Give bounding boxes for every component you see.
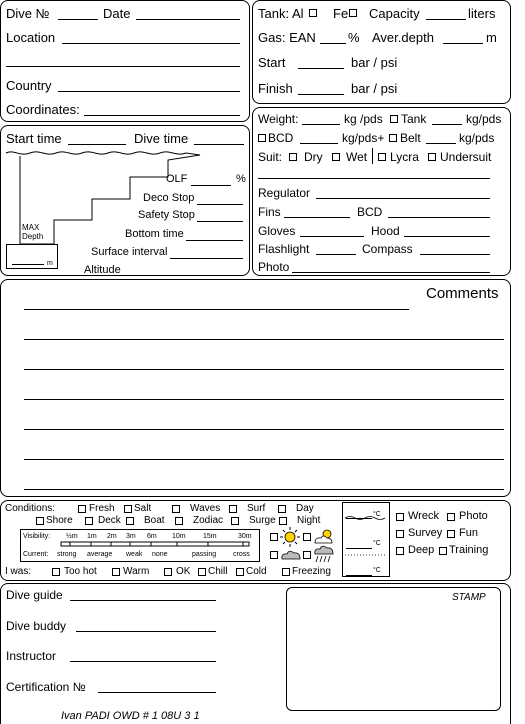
stamp-box <box>286 587 501 711</box>
feel-ok-label: OK <box>176 566 191 577</box>
activity-wreck-checkbox[interactable] <box>396 513 404 521</box>
dive-buddy-field[interactable] <box>76 631 216 632</box>
bcd-weight-label: BCD <box>268 131 294 145</box>
tank-weight-checkbox[interactable] <box>390 115 398 123</box>
cond-day-checkbox[interactable] <box>278 505 286 513</box>
conditions-label: Conditions: <box>5 503 56 514</box>
activity-survey-label: Survey <box>408 527 443 539</box>
bottom-time-label: Bottom time <box>125 228 184 240</box>
feel-cold-checkbox[interactable] <box>236 568 244 576</box>
dive-guide-field[interactable] <box>70 600 216 601</box>
hood-field[interactable] <box>404 236 490 237</box>
activity-fun-label: Fun <box>459 527 478 539</box>
surface-temp-field[interactable] <box>346 518 372 519</box>
location-label: Location <box>6 30 56 45</box>
activity-deep-checkbox[interactable] <box>396 547 404 555</box>
dive-guide-label: Dive guide <box>6 588 63 602</box>
regulator-field[interactable] <box>316 198 490 199</box>
gloves-label: Gloves <box>258 224 296 238</box>
storm-icon <box>313 544 335 564</box>
activity-survey-checkbox[interactable] <box>396 530 404 538</box>
cond-shore-label: Shore <box>46 515 73 526</box>
start-time-label: Start time <box>6 131 62 146</box>
dive-buddy-label: Dive buddy <box>6 619 67 633</box>
undersuit-checkbox[interactable] <box>428 153 436 161</box>
cur-tick-2: weak <box>126 551 143 558</box>
max-depth-label-1: MAX <box>22 223 40 232</box>
tank-weight-field[interactable] <box>432 124 462 125</box>
feel-chill-label: Chill <box>208 566 228 577</box>
finish-pressure-unit: bar / psi <box>351 81 398 96</box>
current-label: Current: <box>23 551 49 558</box>
activity-wreck-label: Wreck <box>408 510 439 522</box>
suit-dry-label: Dry <box>304 150 323 164</box>
dive-time-label: Dive time <box>134 131 189 146</box>
aver-depth-field[interactable] <box>443 43 483 44</box>
cond-surf-label: Surf <box>247 503 266 514</box>
cur-tick-3: none <box>152 551 168 558</box>
activity-photo-checkbox[interactable] <box>447 513 455 521</box>
belt-checkbox[interactable] <box>389 134 397 142</box>
weight-field[interactable] <box>302 124 340 125</box>
suit-divider <box>372 148 373 164</box>
fins-label: Fins <box>258 205 281 219</box>
vis-tick-3: 3m <box>126 533 136 540</box>
undersuit-label: Undersuit <box>440 150 492 164</box>
cur-tick-0: strong <box>57 551 77 558</box>
weight-unit: kg /pds <box>344 112 383 126</box>
feel-too-hot-label: Too hot <box>64 566 97 577</box>
compass-label: Compass <box>362 242 413 256</box>
cond-day-label: Day <box>296 503 314 514</box>
olf-label: OLF <box>166 173 188 185</box>
weather-sunny-checkbox[interactable] <box>270 533 278 541</box>
activity-training-label: Training <box>449 544 489 556</box>
finish-pressure-label: Finish <box>258 81 293 96</box>
suit-lycra-label: Lycra <box>390 150 419 164</box>
instructor-label: Instructor <box>6 649 57 663</box>
gas-ean-field[interactable] <box>320 43 346 44</box>
max-depth-label-2: Depth <box>22 232 44 241</box>
instructor-field[interactable] <box>70 661 216 662</box>
finish-pressure-field[interactable] <box>298 94 344 95</box>
tank-weight-label: Tank <box>401 112 427 126</box>
gas-ean-label: Gas: EAN <box>258 30 316 45</box>
feel-warm-checkbox[interactable] <box>112 568 120 576</box>
belt-label: Belt <box>400 131 421 145</box>
cur-tick-5: cross <box>233 551 250 558</box>
footer-text: Ivan PADI OWD # 1 08U 3 1 <box>61 710 200 722</box>
start-pressure-label: Start <box>258 55 286 70</box>
suit-dry-checkbox[interactable] <box>289 153 297 161</box>
cur-tick-1: average <box>87 551 113 558</box>
fins-field[interactable] <box>284 217 350 218</box>
weight-label: Weight: <box>258 112 299 126</box>
capacity-label: Capacity <box>369 6 420 21</box>
safety-stop-label: Safety Stop <box>138 209 195 221</box>
cond-fresh-label: Fresh <box>89 503 115 514</box>
mid-temp-unit: °C <box>373 540 381 547</box>
visibility-slider[interactable] <box>0 0 260 560</box>
vis-tick-4: 6m <box>147 533 157 540</box>
flashlight-label: Flashlight <box>258 242 310 256</box>
vis-tick-2: 2m <box>107 533 117 540</box>
feel-ok-checkbox[interactable] <box>164 568 172 576</box>
suit-label: Suit: <box>258 150 283 164</box>
belt-field[interactable] <box>426 143 456 144</box>
hood-label: Hood <box>371 224 400 238</box>
bcd-weight-unit: kg/pds+ <box>342 131 385 145</box>
cur-tick-4: passing <box>192 551 217 558</box>
i-was-label: I was: <box>5 566 32 577</box>
tank-fe-label: Fe <box>333 6 349 21</box>
tank-fe-checkbox[interactable] <box>349 9 357 17</box>
cond-night-checkbox[interactable] <box>279 517 287 525</box>
tank-al-checkbox[interactable] <box>309 9 317 17</box>
activity-fun-checkbox[interactable] <box>447 530 455 538</box>
vis-tick-0: ½m <box>66 533 78 540</box>
bottom-temp-field[interactable] <box>346 575 372 576</box>
activity-photo-label: Photo <box>459 510 488 522</box>
aver-depth-unit: m <box>486 30 497 45</box>
country-label: Country <box>6 78 52 93</box>
tank-weight-unit: kg/pds <box>466 112 502 126</box>
photo-field[interactable] <box>292 272 490 273</box>
feel-cold-label: Cold <box>246 566 267 577</box>
feel-freezing-label: Freezing <box>292 566 331 577</box>
cond-deck-label: Deck <box>98 515 121 526</box>
stamp-label: STAMP <box>452 592 486 603</box>
surface-temp-unit: °C <box>373 511 381 518</box>
mid-temp-field[interactable] <box>346 548 372 549</box>
cond-salt-label: Salt <box>134 503 152 514</box>
cond-night-label: Night <box>297 515 321 526</box>
surface-interval-label: Surface interval <box>91 246 168 258</box>
sun-icon <box>280 527 300 547</box>
olf-unit: % <box>236 173 246 185</box>
flashlight-field[interactable] <box>316 254 356 255</box>
vis-tick-6: 15m <box>203 533 217 540</box>
vis-tick-5: 10m <box>172 533 186 540</box>
tank-al-label: Tank: Al <box>258 6 304 21</box>
capacity-field[interactable] <box>426 19 466 20</box>
max-depth-unit: m <box>47 260 53 267</box>
aver-depth-label: Aver.depth <box>372 30 434 45</box>
feel-warm-label: Warm <box>123 566 150 577</box>
cond-zodiac-label: Zodiac <box>193 515 224 526</box>
cond-waves-label: Waves <box>190 503 221 514</box>
vis-tick-1: 1m <box>87 533 97 540</box>
weather-partly-cloudy-checkbox[interactable] <box>303 533 311 541</box>
gas-percent-label: % <box>348 30 360 45</box>
vis-tick-7: 30m <box>238 533 252 540</box>
coordinates-label: Coordinates: <box>6 102 80 117</box>
bcd-label: BCD <box>357 205 383 219</box>
cloud-icon <box>280 546 302 562</box>
temperature-waves <box>342 502 390 577</box>
cond-surge-label: Surge <box>249 515 276 526</box>
bottom-temp-unit: °C <box>373 567 381 574</box>
activity-training-checkbox[interactable] <box>439 547 447 555</box>
weather-cloudy-checkbox[interactable] <box>270 551 278 559</box>
compass-field[interactable] <box>420 254 490 255</box>
altitude-label: Altitude <box>84 264 121 276</box>
cond-boat-label: Boat <box>144 515 165 526</box>
suit-wet-checkbox[interactable] <box>332 153 340 161</box>
liters-label: liters <box>468 6 496 21</box>
comments-title: Comments <box>426 285 499 302</box>
activity-deep-label: Deep <box>408 544 435 556</box>
dive-no-label: Dive № <box>6 6 50 21</box>
feel-freezing-checkbox[interactable] <box>282 568 290 576</box>
date-label: Date <box>103 6 131 21</box>
regulator-label: Regulator <box>258 186 311 200</box>
suit-notes-field[interactable] <box>258 178 490 179</box>
certification-field[interactable] <box>98 692 216 693</box>
feel-too-hot-checkbox[interactable] <box>52 568 60 576</box>
bcd-weight-field[interactable] <box>300 143 338 144</box>
certification-label: Certification № <box>6 680 86 694</box>
suit-lycra-checkbox[interactable] <box>378 153 386 161</box>
deco-stop-label: Deco Stop <box>143 192 195 204</box>
start-pressure-unit: bar / psi <box>351 55 398 70</box>
weather-storm-checkbox[interactable] <box>303 551 311 559</box>
start-pressure-field[interactable] <box>298 68 344 69</box>
visibility-label: Visibility: <box>23 533 51 540</box>
photo-label: Photo <box>258 260 290 274</box>
gloves-field[interactable] <box>300 236 364 237</box>
belt-unit: kg/pds <box>459 131 495 145</box>
suit-wet-label: Wet <box>346 150 368 164</box>
bcd-field[interactable] <box>388 217 490 218</box>
feel-chill-checkbox[interactable] <box>198 568 206 576</box>
